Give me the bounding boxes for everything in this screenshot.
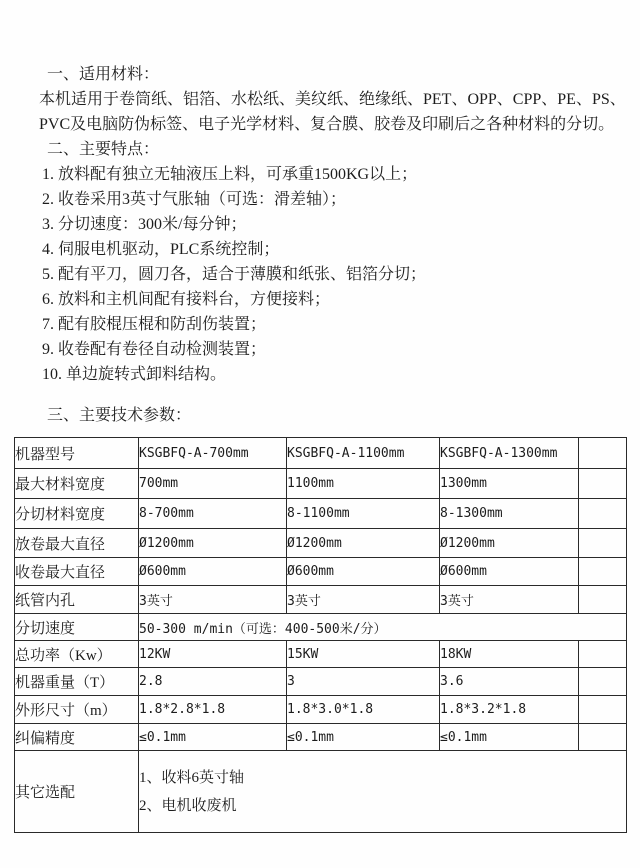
spec-cell-value: 1.8*3.0*1.8 (287, 696, 440, 724)
spec-cell-value: KSGBFQ-A-1300mm (440, 438, 579, 469)
spec-cell-value: 12KW (139, 641, 287, 668)
spec-cell-value: 3英寸 (440, 586, 579, 614)
spec-row-label: 纸管内孔 (15, 586, 139, 614)
spec-cell-empty (579, 696, 627, 724)
spec-table-row (15, 724, 627, 751)
spec-row-label: 分切速度 (15, 614, 139, 641)
document-text-block (0, 62, 640, 428)
spec-cell-value: 8-1300mm (440, 499, 579, 529)
spec-cell-value: 18KW (440, 641, 579, 668)
spec-cell-value: KSGBFQ-A-700mm (139, 438, 287, 469)
spec-cell-merged-value: 50-300 m/min（可选：400-500米/分） (139, 614, 627, 641)
option-line: 1、收料6英寸轴 (139, 769, 245, 786)
spec-cell-options (139, 751, 627, 833)
feature-item: 10. 单边旋转式卸料结构。 (42, 366, 227, 383)
section-features-heading: 二、主要特点： (47, 141, 160, 158)
spec-table (14, 437, 627, 833)
spec-table-row (15, 529, 627, 558)
spec-row-label: 总功率（Kw） (15, 641, 139, 668)
materials-paragraph-line: PVC及电脑防伪标签、电子光学材料、复合膜、胶卷及印刷后之各种材料的分切。 (39, 116, 615, 133)
spec-cell-empty (579, 641, 627, 668)
materials-paragraph-line: 本机适用于卷筒纸、铝箔、水松纸、美纹纸、绝缘纸、PET、OPP、CPP、PE、PS、 (39, 91, 626, 108)
spec-cell-value: 3 (287, 668, 440, 696)
spec-cell-value: 2.8 (139, 668, 287, 696)
spec-row-label: 外形尺寸（m） (15, 696, 139, 724)
spec-cell-value: 3.6 (440, 668, 579, 696)
spec-cell-value: ≤0.1mm (287, 724, 440, 751)
feature-item: 1. 放料配有独立无轴液压上料，可承重1500KG以上； (42, 166, 418, 183)
spec-row-label: 收卷最大直径 (15, 558, 139, 586)
spec-cell-value: 1100mm (287, 469, 440, 499)
spec-cell-value: 15KW (287, 641, 440, 668)
spec-cell-value: ≤0.1mm (139, 724, 287, 751)
spec-table-row (15, 668, 627, 696)
spec-cell-empty (579, 668, 627, 696)
spec-row-label: 纠偏精度 (15, 724, 139, 751)
spec-table-row (15, 751, 627, 833)
spec-cell-value: Ø1200mm (139, 529, 287, 558)
spec-cell-empty (579, 529, 627, 558)
spec-cell-empty (579, 558, 627, 586)
spec-cell-value: KSGBFQ-A-1100mm (287, 438, 440, 469)
spec-cell-empty (579, 438, 627, 469)
spec-row-label: 放卷最大直径 (15, 529, 139, 558)
spec-row-label: 机器重量（T） (15, 668, 139, 696)
spec-cell-value: 8-1100mm (287, 499, 440, 529)
spec-row-label: 其它选配 (15, 751, 139, 833)
spec-cell-value: 3英寸 (287, 586, 440, 614)
spec-table-row (15, 641, 627, 668)
spec-cell-value: Ø1200mm (440, 529, 579, 558)
spec-cell-value: 700mm (139, 469, 287, 499)
spec-table-row (15, 469, 627, 499)
feature-item: 2. 收卷采用3英寸气胀轴（可选：滑差轴）； (42, 191, 347, 208)
spec-cell-value: Ø600mm (440, 558, 579, 586)
feature-item: 3. 分切速度：300米/每分钟； (42, 216, 247, 233)
spec-table-row (15, 696, 627, 724)
spec-table-row (15, 499, 627, 529)
spec-table-row (15, 438, 627, 469)
spec-row-label: 机器型号 (15, 438, 139, 469)
feature-item: 5. 配有平刀，圆刀各，适合于薄膜和纸张、铝箔分切； (42, 266, 427, 283)
feature-item: 7. 配有胶棍压棍和防刮伤装置； (42, 316, 267, 333)
option-line: 2、电机收废机 (139, 797, 237, 814)
spec-cell-empty (579, 499, 627, 529)
section-parameters-heading: 三、主要技术参数： (47, 407, 192, 424)
spec-row-label: 最大材料宽度 (15, 469, 139, 499)
feature-item: 4. 伺服电机驱动，PLC系统控制； (42, 241, 280, 258)
spec-cell-value: 1300mm (440, 469, 579, 499)
spec-cell-empty (579, 469, 627, 499)
feature-item: 9. 收卷配有卷径自动检测装置； (42, 341, 267, 358)
spec-table-row (15, 586, 627, 614)
spec-cell-value: 1.8*2.8*1.8 (139, 696, 287, 724)
feature-item: 6. 放料和主机间配有接料台，方便接料； (42, 291, 331, 308)
spec-cell-value: 3英寸 (139, 586, 287, 614)
spec-cell-value: 8-700mm (139, 499, 287, 529)
spec-cell-value: 1.8*3.2*1.8 (440, 696, 579, 724)
spec-cell-empty (579, 586, 627, 614)
spec-cell-value: Ø600mm (139, 558, 287, 586)
spec-table-row (15, 558, 627, 586)
spec-row-label: 分切材料宽度 (15, 499, 139, 529)
spec-cell-value: Ø1200mm (287, 529, 440, 558)
section-materials-heading: 一、适用材料： (47, 66, 160, 83)
spec-cell-empty (579, 724, 627, 751)
spec-cell-value: Ø600mm (287, 558, 440, 586)
spec-cell-value: ≤0.1mm (440, 724, 579, 751)
spec-table-row (15, 614, 627, 641)
